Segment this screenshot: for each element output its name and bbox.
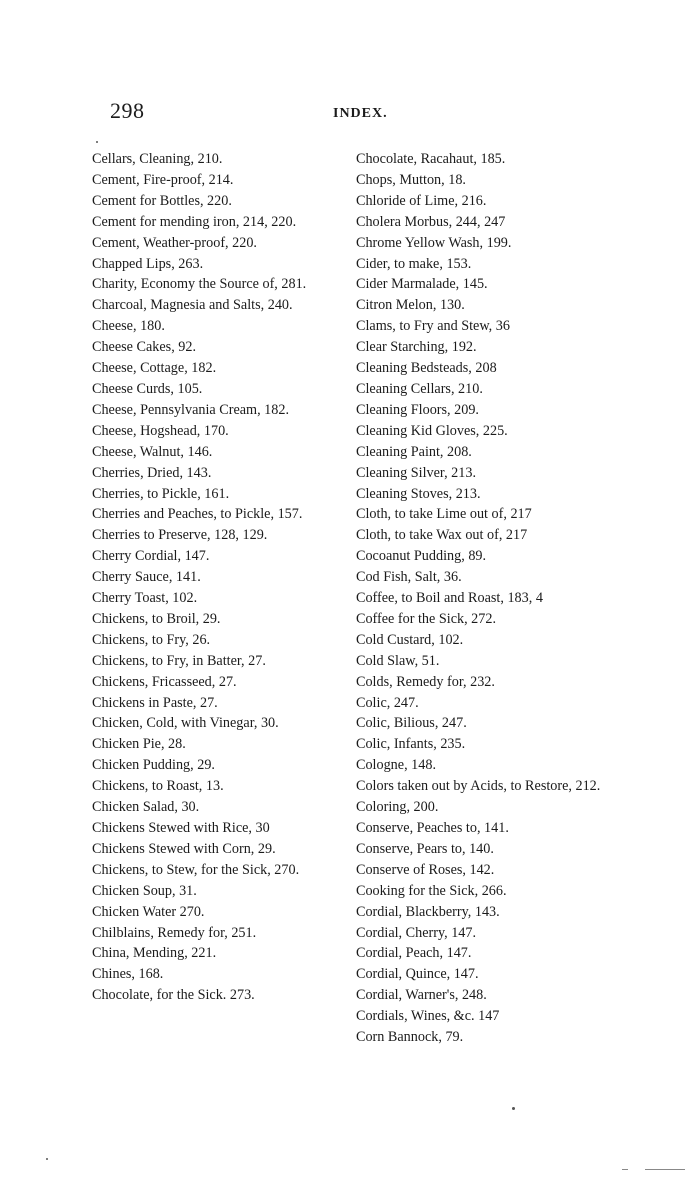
index-entry: Chickens, to Stew, for the Sick, 270. bbox=[92, 861, 300, 878]
index-entry: Cod Fish, Salt, 36. bbox=[356, 569, 462, 586]
index-entry: Cleaning Kid Gloves, 225. bbox=[356, 422, 508, 439]
index-entry: Colds, Remedy for, 232. bbox=[356, 673, 495, 690]
index-entry: Cleaning Bedsteads, 208 bbox=[356, 360, 497, 377]
index-entry: Cement for Bottles, 220. bbox=[92, 192, 232, 209]
index-entry: Cleaning Cellars, 210. bbox=[356, 380, 483, 397]
index-entry: Cherries and Peaches, to Pickle, 157. bbox=[92, 506, 303, 523]
index-column-right bbox=[356, 149, 694, 1048]
index-entry: Cocoanut Pudding, 89. bbox=[356, 548, 487, 565]
index-entry: Cloth, to take Wax out of, 217 bbox=[356, 527, 528, 544]
index-entry: Chapped Lips, 263. bbox=[92, 255, 204, 272]
index-entry: Coffee, to Boil and Roast, 183, 4 bbox=[356, 590, 543, 607]
index-entry: Clear Starching, 192. bbox=[356, 339, 477, 356]
index-entry: Clams, to Fry and Stew, 36 bbox=[356, 318, 510, 335]
index-entry: Chicken Water 270. bbox=[92, 903, 205, 920]
index-entry: Cleaning Silver, 213. bbox=[356, 464, 477, 481]
index-entry: Cement, Weather-proof, 220. bbox=[92, 234, 257, 251]
index-entry: Cold Custard, 102. bbox=[356, 631, 464, 648]
index-entry: Cement for mending iron, 214, 220. bbox=[92, 213, 297, 230]
page-number: 298 bbox=[110, 98, 145, 123]
index-entry: Cologne, 148. bbox=[356, 757, 436, 774]
index-entry: Chickens, to Broil, 29. bbox=[92, 610, 221, 627]
index-entry: Chickens in Paste, 27. bbox=[92, 694, 218, 711]
index-entry: Conserve, Peaches to, 141. bbox=[356, 820, 509, 836]
index-entry: Chicken Soup, 31. bbox=[92, 882, 197, 899]
index-entry: Cellars, Cleaning, 210. bbox=[92, 151, 223, 167]
index-entry: Chickens, to Fry, in Batter, 27. bbox=[92, 652, 266, 669]
index-entry: Coloring, 200. bbox=[356, 799, 439, 816]
print-mark bbox=[645, 1169, 685, 1170]
index-entry: Cordial, Blackberry, 143. bbox=[356, 903, 500, 920]
index-entry: Cherry Sauce, 141. bbox=[92, 569, 201, 586]
index-entry: Cheese Cakes, 92. bbox=[92, 339, 197, 356]
index-entry: Cordial, Warner's, 248. bbox=[356, 987, 487, 1004]
index-entry: Chicken Pie, 28. bbox=[92, 736, 186, 753]
index-entry: Chicken, Cold, with Vinegar, 30. bbox=[92, 715, 279, 732]
index-entry: Cloth, to take Lime out of, 217 bbox=[356, 506, 532, 523]
index-entry: Cherry Cordial, 147. bbox=[92, 548, 210, 565]
index-entry: Cherries, to Pickle, 161. bbox=[92, 485, 230, 502]
print-speck bbox=[96, 141, 98, 143]
print-speck bbox=[512, 1107, 515, 1110]
index-entry: Cheese, Walnut, 146. bbox=[92, 443, 213, 460]
index-entry: Conserve of Roses, 142. bbox=[356, 861, 495, 878]
index-column-left bbox=[92, 149, 362, 1006]
index-entry: China, Mending, 221. bbox=[92, 945, 217, 962]
index-entry: Citron Melon, 130. bbox=[356, 297, 465, 314]
index-entry: Chickens, to Fry, 26. bbox=[92, 631, 211, 648]
index-entry: Cherry Toast, 102. bbox=[92, 590, 198, 607]
index-entry: Chicken Salad, 30. bbox=[92, 799, 200, 816]
index-entry: Charity, Economy the Source of, 281. bbox=[92, 276, 307, 293]
index-entry: Chrome Yellow Wash, 199. bbox=[356, 234, 512, 251]
index-entry: Cooking for the Sick, 266. bbox=[356, 882, 507, 899]
index-entry: Chickens, Fricasseed, 27. bbox=[92, 673, 237, 690]
index-entry: Cordials, Wines, &c. 147 bbox=[356, 1008, 500, 1025]
index-entry: Chickens Stewed with Corn, 29. bbox=[92, 840, 276, 857]
index-entry: Chocolate, for the Sick. 273. bbox=[92, 987, 255, 1004]
print-speck bbox=[46, 1158, 48, 1160]
index-entry: Conserve, Pears to, 140. bbox=[356, 840, 494, 857]
index-entry: Chops, Mutton, 18. bbox=[356, 171, 466, 188]
index-entry: Cement, Fire-proof, 214. bbox=[92, 171, 234, 188]
index-entry: Cherries to Preserve, 128, 129. bbox=[92, 527, 268, 544]
index-entry: Cheese, Pennsylvania Cream, 182. bbox=[92, 401, 290, 418]
index-entry: Chicken Pudding, 29. bbox=[92, 757, 215, 774]
index-entry: Cheese, Hogshead, 170. bbox=[92, 422, 229, 439]
index-entry: Charcoal, Magnesia and Salts, 240. bbox=[92, 297, 293, 314]
index-entry: Cheese Curds, 105. bbox=[92, 380, 203, 397]
index-entry: Cordial, Cherry, 147. bbox=[356, 924, 477, 941]
index-entry: Coffee for the Sick, 272. bbox=[356, 610, 497, 627]
index-entry: Chines, 168. bbox=[92, 966, 164, 983]
index-entry: Corn Bannock, 79. bbox=[356, 1029, 464, 1046]
index-entry: Chocolate, Racahaut, 185. bbox=[356, 151, 506, 167]
index-entry: Cleaning Stoves, 213. bbox=[356, 485, 481, 502]
index-entry: Cheese, Cottage, 182. bbox=[92, 360, 217, 377]
running-head: INDEX. bbox=[333, 106, 388, 121]
index-entry: Cherries, Dried, 143. bbox=[92, 464, 212, 481]
print-mark bbox=[622, 1169, 628, 1170]
index-entry: Colic, Bilious, 247. bbox=[356, 715, 467, 732]
index-entry: Cider Marmalade, 145. bbox=[356, 276, 488, 293]
index-entry: Cordial, Peach, 147. bbox=[356, 945, 472, 962]
index-entry: Colors taken out by Acids, to Restore, 212. bbox=[356, 778, 601, 795]
index-entry: Chilblains, Remedy for, 251. bbox=[92, 924, 257, 941]
index-entry: Chickens, to Roast, 13. bbox=[92, 778, 224, 795]
index-entry: Cordial, Quince, 147. bbox=[356, 966, 479, 983]
index-entry: Cleaning Floors, 209. bbox=[356, 401, 479, 418]
index-entry: Chloride of Lime, 216. bbox=[356, 192, 487, 209]
index-entry: Cheese, 180. bbox=[92, 318, 165, 335]
index-entry: Cold Slaw, 51. bbox=[356, 652, 440, 669]
index-entry: Chickens Stewed with Rice, 30 bbox=[92, 820, 270, 836]
index-entry: Cholera Morbus, 244, 247 bbox=[356, 213, 506, 230]
index-entry: Colic, Infants, 235. bbox=[356, 736, 466, 753]
index-entry: Colic, 247. bbox=[356, 694, 419, 711]
index-entry: Cleaning Paint, 208. bbox=[356, 443, 472, 460]
index-entry: Cider, to make, 153. bbox=[356, 255, 472, 272]
